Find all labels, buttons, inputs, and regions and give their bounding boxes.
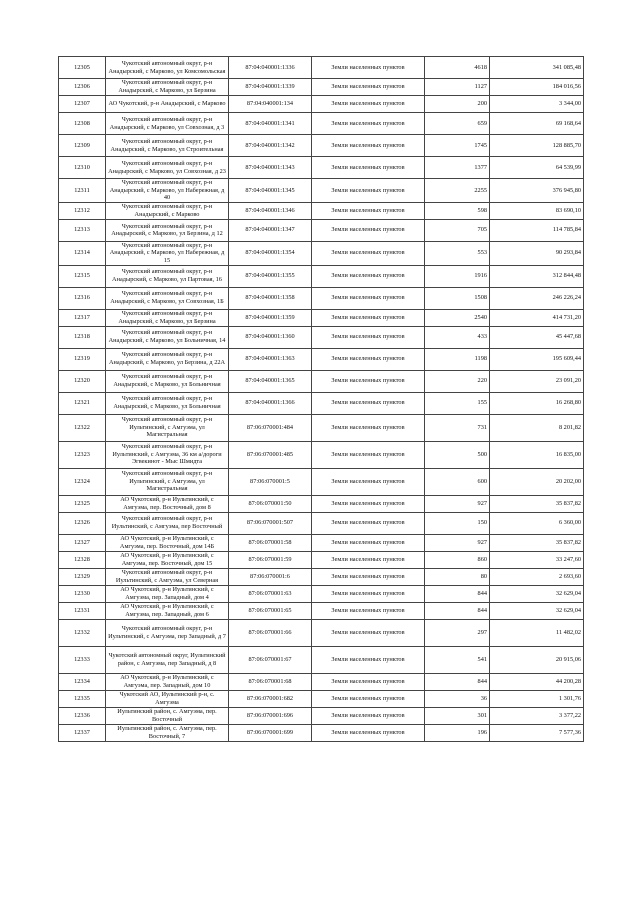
table-row — [59, 113, 584, 135]
row-number-cell: 12323 — [59, 441, 106, 468]
land-category-cell: Земли населенных пунктов — [312, 468, 425, 495]
table-row — [59, 179, 584, 203]
land-category-cell: Земли населенных пунктов — [312, 179, 425, 203]
cadastral-number-cell: 87:06:070001:59 — [229, 551, 312, 568]
address-cell: Чукотский автономный округ, р-н Анадырский, с Марково, ул Берзина — [106, 79, 229, 96]
cadastral-cost-cell: 44 200,28 — [490, 673, 584, 690]
cadastral-number-cell: 87:04:040001:1341 — [229, 113, 312, 135]
cadastral-number-cell: 87:04:040001:1363 — [229, 348, 312, 370]
cadastral-cost-cell: 83 690,10 — [490, 202, 584, 219]
area-cell: 1745 — [425, 135, 490, 157]
land-category-cell: Земли населенных пунктов — [312, 585, 425, 602]
cadastral-number-cell: 87:06:070001:696 — [229, 707, 312, 724]
address-cell: Чукотский автономный округ, р-н Анадырский, с Марково — [106, 202, 229, 219]
land-category-cell: Земли населенных пунктов — [312, 135, 425, 157]
cadastral-number-cell: 87:04:040001:1358 — [229, 287, 312, 309]
address-cell: Чукотский автономный округ, р-н Иультинский, с Амгуэма, пер Восточный — [106, 512, 229, 534]
address-cell: АО Чукотский, р-н Иультинский, с Амгуэма, пер. Западный, дом 6 — [106, 602, 229, 619]
table-row — [59, 673, 584, 690]
cadastral-cost-cell: 7 577,36 — [490, 724, 584, 741]
cadastral-number-cell: 87:04:040001:1342 — [229, 135, 312, 157]
row-number-cell: 12313 — [59, 219, 106, 241]
cadastral-number-cell: 87:04:040001:1347 — [229, 219, 312, 241]
area-cell: 705 — [425, 219, 490, 241]
row-number-cell: 12330 — [59, 585, 106, 602]
address-cell: АО Чукотский, р-н Иультинский, с Амгуэма, пер. Восточный, дом 14Б — [106, 534, 229, 551]
area-cell: 36 — [425, 690, 490, 707]
land-parcels-table — [58, 56, 584, 742]
row-number-cell: 12324 — [59, 468, 106, 495]
cadastral-number-cell: 87:04:040001:1343 — [229, 157, 312, 179]
address-cell: Чукотский автономный округ, Иультинский район, с Амгуэма, пер Западный, д 8 — [106, 646, 229, 673]
table-row — [59, 392, 584, 414]
cadastral-number-cell: 87:04:040001:1360 — [229, 326, 312, 348]
row-number-cell: 12320 — [59, 370, 106, 392]
cadastral-cost-cell: 20 202,00 — [490, 468, 584, 495]
cadastral-cost-cell: 64 539,99 — [490, 157, 584, 179]
table-row — [59, 646, 584, 673]
row-number-cell: 12314 — [59, 241, 106, 265]
address-cell: Чукотский автономный округ, р-н Иультинский, с Амгуэма, 36 км а/дороги Эгвекинот - Мыс Шмидта — [106, 441, 229, 468]
table-row — [59, 619, 584, 646]
table-row — [59, 265, 584, 287]
area-cell: 731 — [425, 414, 490, 441]
land-category-cell: Земли населенных пунктов — [312, 219, 425, 241]
row-number-cell: 12335 — [59, 690, 106, 707]
area-cell: 598 — [425, 202, 490, 219]
address-cell: Чукотский автономный округ, р-н Анадырский, с Марково, ул Партовая, 16 — [106, 265, 229, 287]
land-category-cell: Земли населенных пунктов — [312, 348, 425, 370]
table-row — [59, 219, 584, 241]
address-cell: Чукотский автономный округ, р-н Анадырский, с Марково, ул Строительная — [106, 135, 229, 157]
land-category-cell: Земли населенных пунктов — [312, 392, 425, 414]
cadastral-number-cell: 87:06:070001:485 — [229, 441, 312, 468]
area-cell: 1508 — [425, 287, 490, 309]
land-category-cell: Земли населенных пунктов — [312, 414, 425, 441]
address-cell: Чукотский автономный округ, р-н Анадырский, с Марково, ул Больничная — [106, 392, 229, 414]
table-row — [59, 534, 584, 551]
table-row — [59, 96, 584, 113]
cadastral-number-cell: 87:04:040001:1354 — [229, 241, 312, 265]
cadastral-cost-cell: 16 835,00 — [490, 441, 584, 468]
row-number-cell: 12334 — [59, 673, 106, 690]
row-number-cell: 12328 — [59, 551, 106, 568]
address-cell: Чукотский автономный округ, р-н Иультинский, с Амгуэма, ул Северная — [106, 568, 229, 585]
table-row — [59, 568, 584, 585]
area-cell: 1127 — [425, 79, 490, 96]
table-row — [59, 441, 584, 468]
land-category-cell: Земли населенных пунктов — [312, 309, 425, 326]
table-row — [59, 326, 584, 348]
row-number-cell: 12306 — [59, 79, 106, 96]
cadastral-number-cell: 87:06:070001:5 — [229, 468, 312, 495]
table-row — [59, 414, 584, 441]
cadastral-number-cell: 87:06:070001:68 — [229, 673, 312, 690]
row-number-cell: 12319 — [59, 348, 106, 370]
row-number-cell: 12315 — [59, 265, 106, 287]
area-cell: 553 — [425, 241, 490, 265]
area-cell: 1198 — [425, 348, 490, 370]
cadastral-number-cell: 87:04:040001:1366 — [229, 392, 312, 414]
land-category-cell: Земли населенных пунктов — [312, 96, 425, 113]
cadastral-cost-cell: 184 016,56 — [490, 79, 584, 96]
area-cell: 196 — [425, 724, 490, 741]
area-cell: 500 — [425, 441, 490, 468]
cadastral-number-cell: 87:06:070001:66 — [229, 619, 312, 646]
row-number-cell: 12336 — [59, 707, 106, 724]
table-row — [59, 551, 584, 568]
row-number-cell: 12337 — [59, 724, 106, 741]
land-category-cell: Земли населенных пунктов — [312, 646, 425, 673]
cadastral-cost-cell: 23 091,20 — [490, 370, 584, 392]
land-category-cell: Земли населенных пунктов — [312, 113, 425, 135]
land-category-cell: Земли населенных пунктов — [312, 157, 425, 179]
row-number-cell: 12307 — [59, 96, 106, 113]
address-cell: Иультинский район, с. Амгуэма, пер. Восточный — [106, 707, 229, 724]
land-category-cell: Земли населенных пунктов — [312, 326, 425, 348]
table-row — [59, 724, 584, 741]
address-cell: Чукотский автономный округ, р-н Анадырский, с Марково, ул Берзина, д 22А — [106, 348, 229, 370]
land-category-cell: Земли населенных пунктов — [312, 673, 425, 690]
land-category-cell: Земли населенных пунктов — [312, 568, 425, 585]
cadastral-cost-cell: 11 482,02 — [490, 619, 584, 646]
area-cell: 433 — [425, 326, 490, 348]
row-number-cell: 12333 — [59, 646, 106, 673]
land-category-cell: Земли населенных пунктов — [312, 707, 425, 724]
area-cell: 541 — [425, 646, 490, 673]
cadastral-number-cell: 87:06:070001:63 — [229, 585, 312, 602]
cadastral-cost-cell: 16 268,80 — [490, 392, 584, 414]
table-row — [59, 79, 584, 96]
area-cell: 301 — [425, 707, 490, 724]
cadastral-number-cell: 87:06:070001:507 — [229, 512, 312, 534]
row-number-cell: 12312 — [59, 202, 106, 219]
land-category-cell: Земли населенных пунктов — [312, 241, 425, 265]
row-number-cell: 12332 — [59, 619, 106, 646]
row-number-cell: 12305 — [59, 57, 106, 79]
address-cell: Чукотский автономный округ, р-н Иультинский, с Амгуэма, ул Магистральная — [106, 468, 229, 495]
row-number-cell: 12308 — [59, 113, 106, 135]
cadastral-cost-cell: 3 344,00 — [490, 96, 584, 113]
address-cell: Чукотский автономный округ, р-н Иультинский, с Амгуэма, ул Магистральная — [106, 414, 229, 441]
area-cell: 150 — [425, 512, 490, 534]
cadastral-cost-cell: 8 201,82 — [490, 414, 584, 441]
area-cell: 600 — [425, 468, 490, 495]
area-cell: 297 — [425, 619, 490, 646]
table-row — [59, 157, 584, 179]
cadastral-cost-cell: 376 945,80 — [490, 179, 584, 203]
land-category-cell: Земли населенных пунктов — [312, 370, 425, 392]
cadastral-number-cell: 87:04:040001:1339 — [229, 79, 312, 96]
land-category-cell: Земли населенных пунктов — [312, 512, 425, 534]
row-number-cell: 12331 — [59, 602, 106, 619]
area-cell: 927 — [425, 495, 490, 512]
address-cell: АО Чукотский, р-н Анадырский, с Марково — [106, 96, 229, 113]
address-cell: Чукотский автономный округ, р-н Анадырский, с Марково, ул Больничная — [106, 370, 229, 392]
cadastral-number-cell: 87:04:040001:1355 — [229, 265, 312, 287]
cadastral-cost-cell: 1 301,76 — [490, 690, 584, 707]
land-category-cell: Земли населенных пунктов — [312, 551, 425, 568]
address-cell: АО Чукотский, р-н Иультинский, с Амгуэма, пер. Западный, дом 4 — [106, 585, 229, 602]
area-cell: 659 — [425, 113, 490, 135]
address-cell: Чукотский автономный округ, р-н Анадырский, с Марково, ул Совхозная, 1Б — [106, 287, 229, 309]
land-category-cell: Земли населенных пунктов — [312, 495, 425, 512]
cadastral-cost-cell: 312 844,48 — [490, 265, 584, 287]
table-row — [59, 468, 584, 495]
land-category-cell: Земли населенных пунктов — [312, 441, 425, 468]
land-category-cell: Земли населенных пунктов — [312, 724, 425, 741]
row-number-cell: 12321 — [59, 392, 106, 414]
address-cell: Чукотский автономный округ, р-н Анадырский, с Марково, ул Совхозная, д 3 — [106, 113, 229, 135]
cadastral-number-cell: 87:06:070001:699 — [229, 724, 312, 741]
area-cell: 2540 — [425, 309, 490, 326]
table-row — [59, 585, 584, 602]
land-category-cell: Земли населенных пунктов — [312, 79, 425, 96]
table-row — [59, 241, 584, 265]
cadastral-number-cell: 87:06:070001:50 — [229, 495, 312, 512]
row-number-cell: 12326 — [59, 512, 106, 534]
cadastral-cost-cell: 6 360,00 — [490, 512, 584, 534]
cadastral-cost-cell: 45 447,68 — [490, 326, 584, 348]
area-cell: 220 — [425, 370, 490, 392]
land-category-cell: Земли населенных пунктов — [312, 534, 425, 551]
table-row — [59, 495, 584, 512]
area-cell: 844 — [425, 585, 490, 602]
address-cell: АО Чукотский, р-н Иультинский, с Амгуэма, пер. Восточный, дом 15 — [106, 551, 229, 568]
address-cell: АО Чукотский, р-н Иультинский, с Амгуэма, пер. Западный, дом 10 — [106, 673, 229, 690]
cadastral-number-cell: 87:04:040001:1336 — [229, 57, 312, 79]
area-cell: 4618 — [425, 57, 490, 79]
cadastral-number-cell: 87:04:040001:1359 — [229, 309, 312, 326]
cadastral-cost-cell: 33 247,60 — [490, 551, 584, 568]
address-cell: Чукотский автономный округ, р-н Анадырский, с Марково, ул Набережная, д 40 — [106, 179, 229, 203]
cadastral-number-cell: 87:06:070001:484 — [229, 414, 312, 441]
cadastral-number-cell: 87:06:070001:682 — [229, 690, 312, 707]
cadastral-number-cell: 87:04:040001:134 — [229, 96, 312, 113]
address-cell: Чукотский автономный округ, р-н Анадырский, с Марково, ул Берзина — [106, 309, 229, 326]
cadastral-cost-cell: 32 629,04 — [490, 602, 584, 619]
address-cell: Чукотский автономный округ, р-н Анадырский, с Марково, ул Набережная, д 15 — [106, 241, 229, 265]
table-body — [59, 57, 584, 742]
land-category-cell: Земли населенных пунктов — [312, 602, 425, 619]
row-number-cell: 12311 — [59, 179, 106, 203]
area-cell: 1377 — [425, 157, 490, 179]
address-cell: Чукотский автономный округ, р-н Анадырский, с Марково, ул Берзина, д 12 — [106, 219, 229, 241]
table-row — [59, 57, 584, 79]
table-row — [59, 309, 584, 326]
table-row — [59, 707, 584, 724]
row-number-cell: 12317 — [59, 309, 106, 326]
row-number-cell: 12309 — [59, 135, 106, 157]
cadastral-cost-cell: 3 377,22 — [490, 707, 584, 724]
land-category-cell: Земли населенных пунктов — [312, 57, 425, 79]
cadastral-cost-cell: 69 168,64 — [490, 113, 584, 135]
row-number-cell: 12322 — [59, 414, 106, 441]
cadastral-number-cell: 87:06:070001:67 — [229, 646, 312, 673]
area-cell: 860 — [425, 551, 490, 568]
table-row — [59, 602, 584, 619]
area-cell: 200 — [425, 96, 490, 113]
area-cell: 1916 — [425, 265, 490, 287]
area-cell: 2255 — [425, 179, 490, 203]
cadastral-cost-cell: 114 785,84 — [490, 219, 584, 241]
table-row — [59, 690, 584, 707]
table-row — [59, 202, 584, 219]
table-row — [59, 512, 584, 534]
land-category-cell: Земли населенных пунктов — [312, 202, 425, 219]
cadastral-cost-cell: 341 085,48 — [490, 57, 584, 79]
cadastral-number-cell: 87:04:040001:1345 — [229, 179, 312, 203]
address-cell: Чукотский автономный округ, р-н Анадырский, с Марково, ул Совхозная, д 23 — [106, 157, 229, 179]
row-number-cell: 12327 — [59, 534, 106, 551]
cadastral-cost-cell: 246 226,24 — [490, 287, 584, 309]
area-cell: 844 — [425, 673, 490, 690]
cadastral-cost-cell: 195 609,44 — [490, 348, 584, 370]
row-number-cell: 12310 — [59, 157, 106, 179]
cadastral-cost-cell: 35 837,82 — [490, 495, 584, 512]
cadastral-cost-cell: 32 629,04 — [490, 585, 584, 602]
area-cell: 844 — [425, 602, 490, 619]
row-number-cell: 12325 — [59, 495, 106, 512]
row-number-cell: 12318 — [59, 326, 106, 348]
cadastral-cost-cell: 128 885,70 — [490, 135, 584, 157]
cadastral-cost-cell: 35 837,82 — [490, 534, 584, 551]
area-cell: 155 — [425, 392, 490, 414]
land-category-cell: Земли населенных пунктов — [312, 265, 425, 287]
table-row — [59, 287, 584, 309]
cadastral-cost-cell: 414 731,20 — [490, 309, 584, 326]
row-number-cell: 12316 — [59, 287, 106, 309]
address-cell: АО Чукотский, р-н Иультинский, с Амгуэма, пер. Восточный, дом 8 — [106, 495, 229, 512]
address-cell: Чукотский автономный округ, р-н Анадырский, с Марково, ул Больничная, 14 — [106, 326, 229, 348]
land-category-cell: Земли населенных пунктов — [312, 690, 425, 707]
table-row — [59, 370, 584, 392]
address-cell: Чукотский АО, Иультинский р-н, с. Амгуэма — [106, 690, 229, 707]
row-number-cell: 12329 — [59, 568, 106, 585]
cadastral-cost-cell: 2 693,60 — [490, 568, 584, 585]
table-row — [59, 135, 584, 157]
area-cell: 927 — [425, 534, 490, 551]
cadastral-number-cell: 87:06:070001:6 — [229, 568, 312, 585]
land-category-cell: Земли населенных пунктов — [312, 287, 425, 309]
cadastral-number-cell: 87:06:070001:58 — [229, 534, 312, 551]
cadastral-cost-cell: 90 293,84 — [490, 241, 584, 265]
address-cell: Чукотский автономный округ, р-н Анадырский, с Марково, ул Комсомольская — [106, 57, 229, 79]
address-cell: Чукотский автономный округ, р-н Иультинский, с Амгуэма, пер Западный, д 7 — [106, 619, 229, 646]
cadastral-number-cell: 87:06:070001:65 — [229, 602, 312, 619]
table-row — [59, 348, 584, 370]
area-cell: 80 — [425, 568, 490, 585]
land-category-cell: Земли населенных пунктов — [312, 619, 425, 646]
cadastral-number-cell: 87:04:040001:1365 — [229, 370, 312, 392]
cadastral-cost-cell: 20 915,06 — [490, 646, 584, 673]
cadastral-number-cell: 87:04:040001:1346 — [229, 202, 312, 219]
address-cell: Иультинский район, с. Амгуэма, пер. Восточный, 7 — [106, 724, 229, 741]
